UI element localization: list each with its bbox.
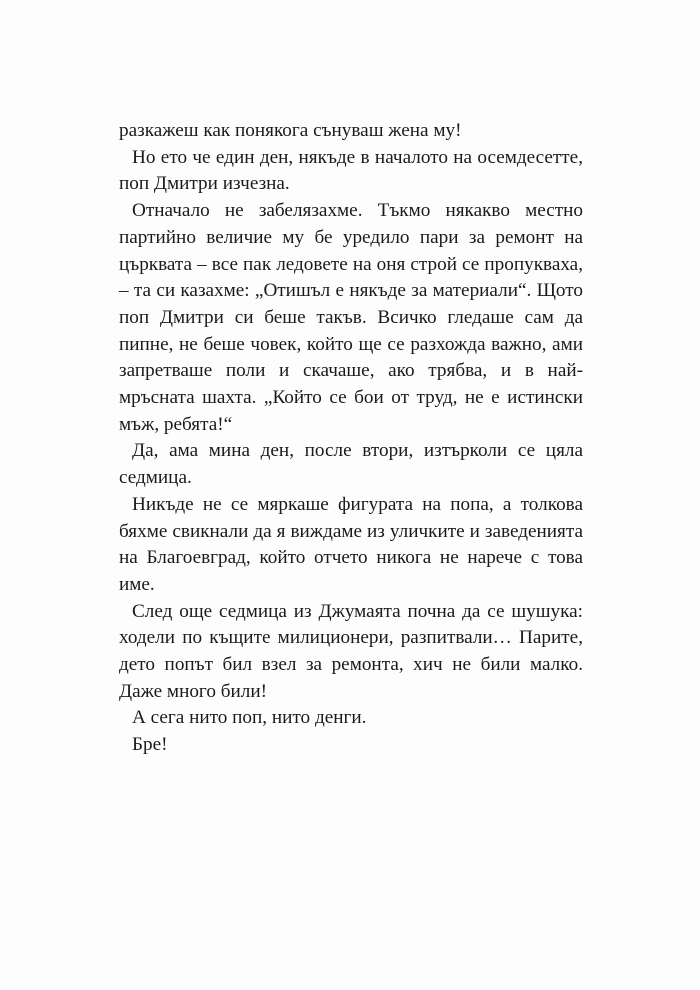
body-text: [119, 118, 583, 759]
paragraph: А сега нито поп, нито денги.: [132, 707, 367, 729]
paragraph: Никъде не се мяркаше фигурата на попа, а толкова бяхме свикнали да я виждаме из уличките и заведенията на Благоевград, който отчето никога не нарече с това име.: [119, 493, 583, 595]
paragraph: Бре!: [132, 734, 168, 756]
paragraph: Отначало не забелязахме. Тъкмо някакво местно партийно величие му бе уредило пари за ремонт на църквата – все пак ледовете на оня строй се пропукваха, – та си казахме: „Отишъл е някъде за материали“. Щото поп Дмитри си беше такъв. Всичко гледаше сам да пипне, не беше човек, който ще се разхожда важно, ами запретваше поли и скачаше, ако трябва, и в най-мръсната шахта. „Който се бои от труд, не е истински мъж, ребята!“: [119, 200, 583, 435]
paragraph-continuation: разкажеш как понякога сънуваш жена му!: [119, 120, 462, 141]
paragraph: Да, ама мина ден, после втори, изтърколи се цяла седмица.: [119, 440, 583, 489]
paragraph: Но ето че един ден, някъде в началото на осемдесетте, поп Дмитри изчезна.: [119, 146, 583, 195]
paragraph: След още седмица из Джумаята почна да се шушука: ходели по къщите милиционери, разпитвали… Парите, дето попът бил взел за ремонта, хич не били малко. Даже много били!: [119, 600, 583, 702]
